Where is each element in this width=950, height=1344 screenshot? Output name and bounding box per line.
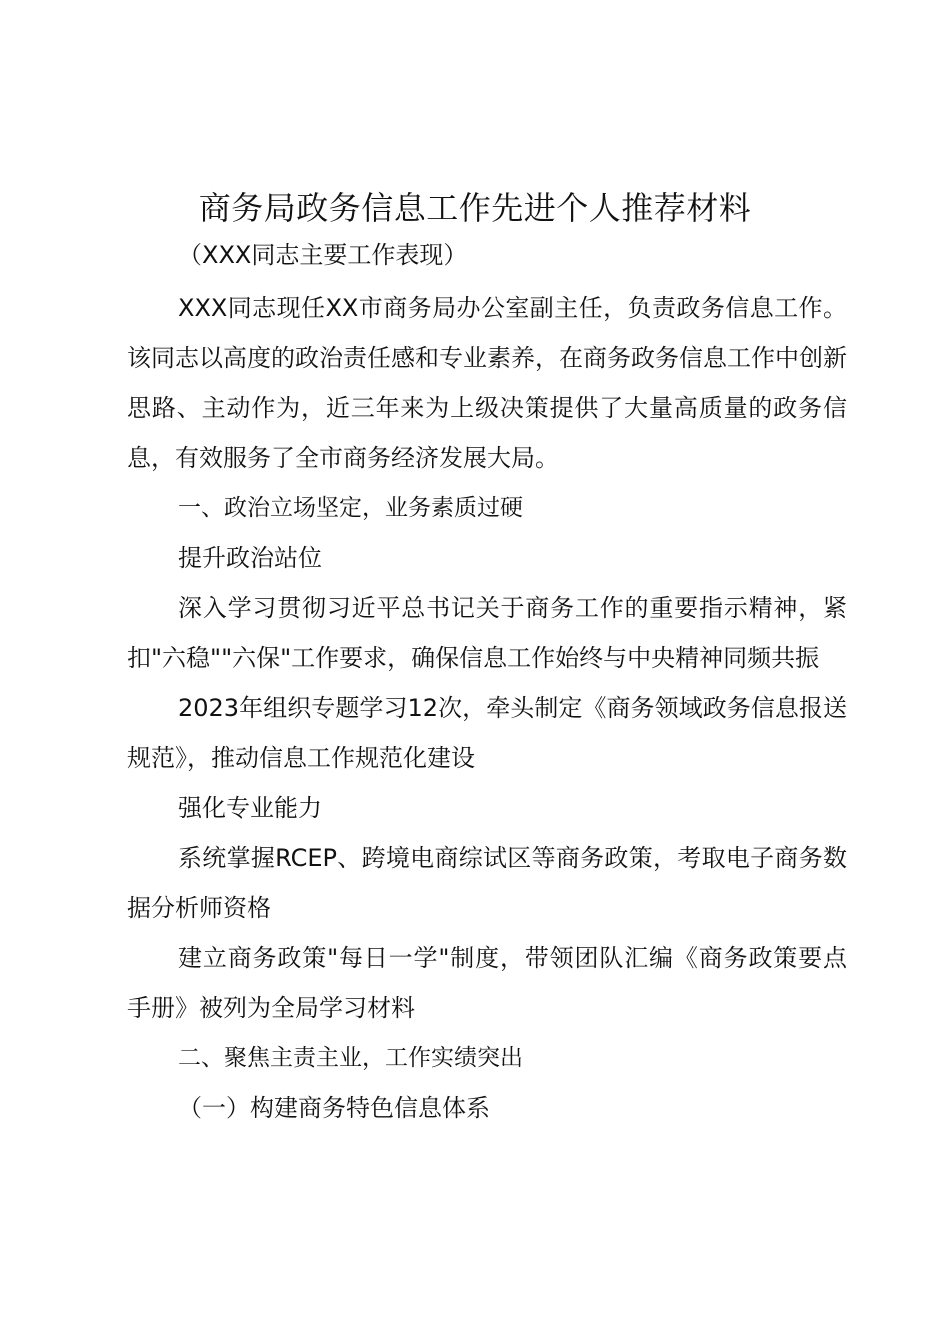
document-title: 商务局政务信息工作先进个人推荐材料	[198, 189, 752, 227]
body-paragraph: 2023年组织专题学习12次，牵头制定《商务领域政务信息报送规范》，推动信息工作规范化建设	[127, 694, 847, 772]
subsection-heading: （一）构建商务特色信息体系	[178, 1094, 490, 1122]
document-subtitle: （XXX同志主要工作表现）	[178, 241, 468, 269]
body-paragraph: 深入学习贯彻习近平总书记关于商务工作的重要指示精神，紧扣"六稳""六保"工作要求，确保信息工作始终与中央精神同频共振	[127, 594, 847, 672]
subsection-heading: 强化专业能力	[178, 794, 322, 822]
intro-paragraph: XXX同志现任XX市商务局办公室副主任，负责政务信息工作。该同志以高度的政治责任感和专业素养，在商务政务信息工作中创新思路、主动作为，近三年来为上级决策提供了大量高质量的政务信息，有效服务了全市商务经济发展大局。	[127, 294, 847, 472]
subsection-heading: 提升政治站位	[178, 544, 322, 572]
section-heading-2: 二、聚焦主责主业，工作实绩突出	[178, 1045, 523, 1071]
document-body	[127, 283, 847, 1133]
section-heading-1: 一、政治立场坚定，业务素质过硬	[178, 495, 523, 521]
body-paragraph: 建立商务政策"每日一学"制度，带领团队汇编《商务政策要点手册》被列为全局学习材料	[127, 944, 847, 1022]
body-paragraph: 系统掌握RCEP、跨境电商综试区等商务政策，考取电子商务数据分析师资格	[127, 844, 847, 922]
